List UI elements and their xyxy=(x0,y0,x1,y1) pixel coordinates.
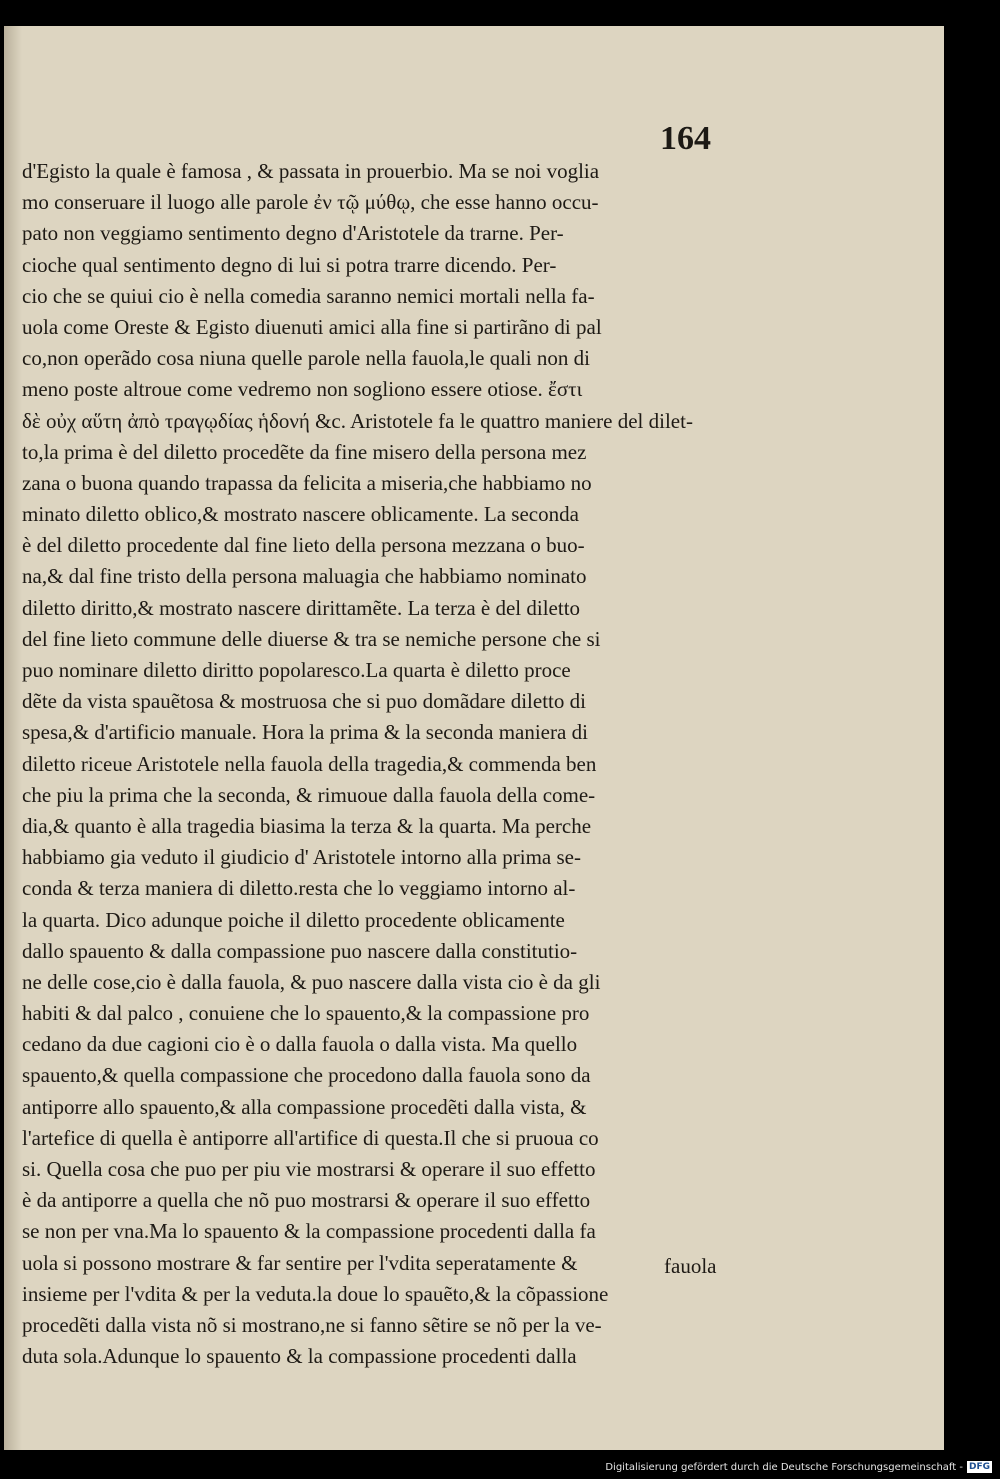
text-line: habiti & dal palco , conuiene che lo spauento,& la compassione pro xyxy=(22,1001,590,1026)
text-line: zana o buona quando trapassa da felicita a miseria,che habbiamo no xyxy=(22,470,592,495)
text-line: conda & terza maniera di diletto.resta che lo veggiamo intorno al- xyxy=(22,876,576,901)
text-line: insieme per l'vdita & per la veduta.la doue lo spauẽto,& la cõpassione xyxy=(22,1281,609,1306)
text-line: diletto diritto,& mostrato nascere dirittamẽte. La terza è del diletto xyxy=(22,595,581,620)
text-line: è da antiporre a quella che nõ puo mostrarsi & operare il suo effetto xyxy=(22,1188,591,1213)
text-line: ne delle cose,cio è dalla fauola, & puo nascere dalla vista cio è da gli xyxy=(22,969,601,994)
text-line: dia,& quanto è alla tragedia biasima la terza & la quarta. Ma perche xyxy=(22,813,592,838)
text-line: se non per vna.Ma lo spauento & la compassione procedenti dalla fa xyxy=(22,1219,596,1244)
text-line: uola si possono mostrare & far sentire per l'vdita seperatamente & xyxy=(22,1250,578,1275)
text-line: del fine lieto commune delle diuerse & tra se nemiche persone che si xyxy=(22,626,601,651)
text-line: pato non veggiamo sentimento degno d'Aristotele da trarne. Per- xyxy=(22,221,564,246)
catchword: fauola xyxy=(664,1254,717,1278)
text-line: meno poste altroue come vedremo non sogliono essere otiose. ἔστι xyxy=(22,377,583,402)
page-number: 164 xyxy=(660,120,711,157)
text-line: habbiamo gia veduto il giudicio d' Aristotele intorno alla prima se- xyxy=(22,845,581,870)
text-line: spesa,& d'artificio manuale. Hora la prima & la seconda maniera di xyxy=(22,720,588,745)
text-line: diletto riceue Aristotele nella fauola della tragedia,& commenda ben xyxy=(22,751,597,776)
text-line: spauento,& quella compassione che procedono dalla fauola sono da xyxy=(22,1063,591,1088)
text-line: cioche qual sentimento degno di lui si potra trarre dicendo. Per- xyxy=(22,252,557,277)
text-line: antiporre allo spauento,& alla compassione procedẽti dalla vista, & xyxy=(22,1094,587,1119)
text-line: uola come Oreste & Egisto diuenuti amici alla fine si partirãno di pal xyxy=(22,314,602,339)
page-edge-shadow xyxy=(4,26,22,1450)
text-line: puo nominare diletto diritto popolaresco.La quarta è diletto proce xyxy=(22,658,571,682)
text-line: procedẽti dalla vista nõ si mostrano,ne si fanno sẽtire se nõ per la ve- xyxy=(22,1312,602,1337)
text-line: cedano da due cagioni cio è o dalla fauola o dalla vista. Ma quello xyxy=(22,1032,578,1057)
text-line: duta sola.Adunque lo spauento & la compassione procedenti dalla xyxy=(22,1344,577,1369)
text-line: la quarta. Dico adunque poiche il diletto procedente oblicamente xyxy=(22,907,565,932)
text-line: minato diletto oblico,& mostrato nascere oblicamente. La seconda xyxy=(22,502,579,527)
book-page xyxy=(4,26,944,1450)
text-line: cio che se quiui cio è nella comedia saranno nemici mortali nella fa- xyxy=(22,283,595,308)
text-line: mo conseruare il luogo alle parole ἐν τῷ μύθῳ, che esse hanno occu- xyxy=(22,190,599,215)
text-line: dẽte da vista spauẽtosa & mostruosa che si puo domãdare diletto di xyxy=(22,689,586,714)
dfg-logo: DFG xyxy=(968,1462,990,1472)
text-line: è del diletto procedente dal fine lieto della persona mezzana o buo- xyxy=(22,533,585,558)
text-line: dallo spauento & dalla compassione puo nascere dalla constitutio- xyxy=(22,938,578,963)
text-line: co,non operãdo cosa niuna quelle parole nella fauola,le quali non di xyxy=(22,346,590,371)
text-line: l'artefice di quella è antiporre all'artifice di questa.Il che si pruoua co xyxy=(22,1125,599,1150)
text-line: d'Egisto la quale è famosa , & passata in prouerbio. Ma se noi voglia xyxy=(22,159,600,183)
text-line: na,& dal fine tristo della persona maluagia che habbiamo nominato xyxy=(22,564,587,589)
body-text xyxy=(22,156,742,1372)
digitization-footer xyxy=(605,1461,992,1473)
footer-credit: Digitalisierung gefördert durch die Deutsche Forschungsgemeinschaft - xyxy=(605,1461,963,1473)
text-line: δὲ οὐχ αὕτη ἀπὸ τραγῳδίας ἡδονή &c. Aristotele fa le quattro maniere del dilet- xyxy=(22,408,693,433)
text-line: to,la prima è del diletto procedẽte da fine misero della persona mez xyxy=(22,439,587,464)
text-line: si. Quella cosa che puo per piu vie mostrarsi & operare il suo effetto xyxy=(22,1157,596,1181)
text-line: che piu la prima che la seconda, & rimuoue dalla fauola della come- xyxy=(22,782,596,807)
